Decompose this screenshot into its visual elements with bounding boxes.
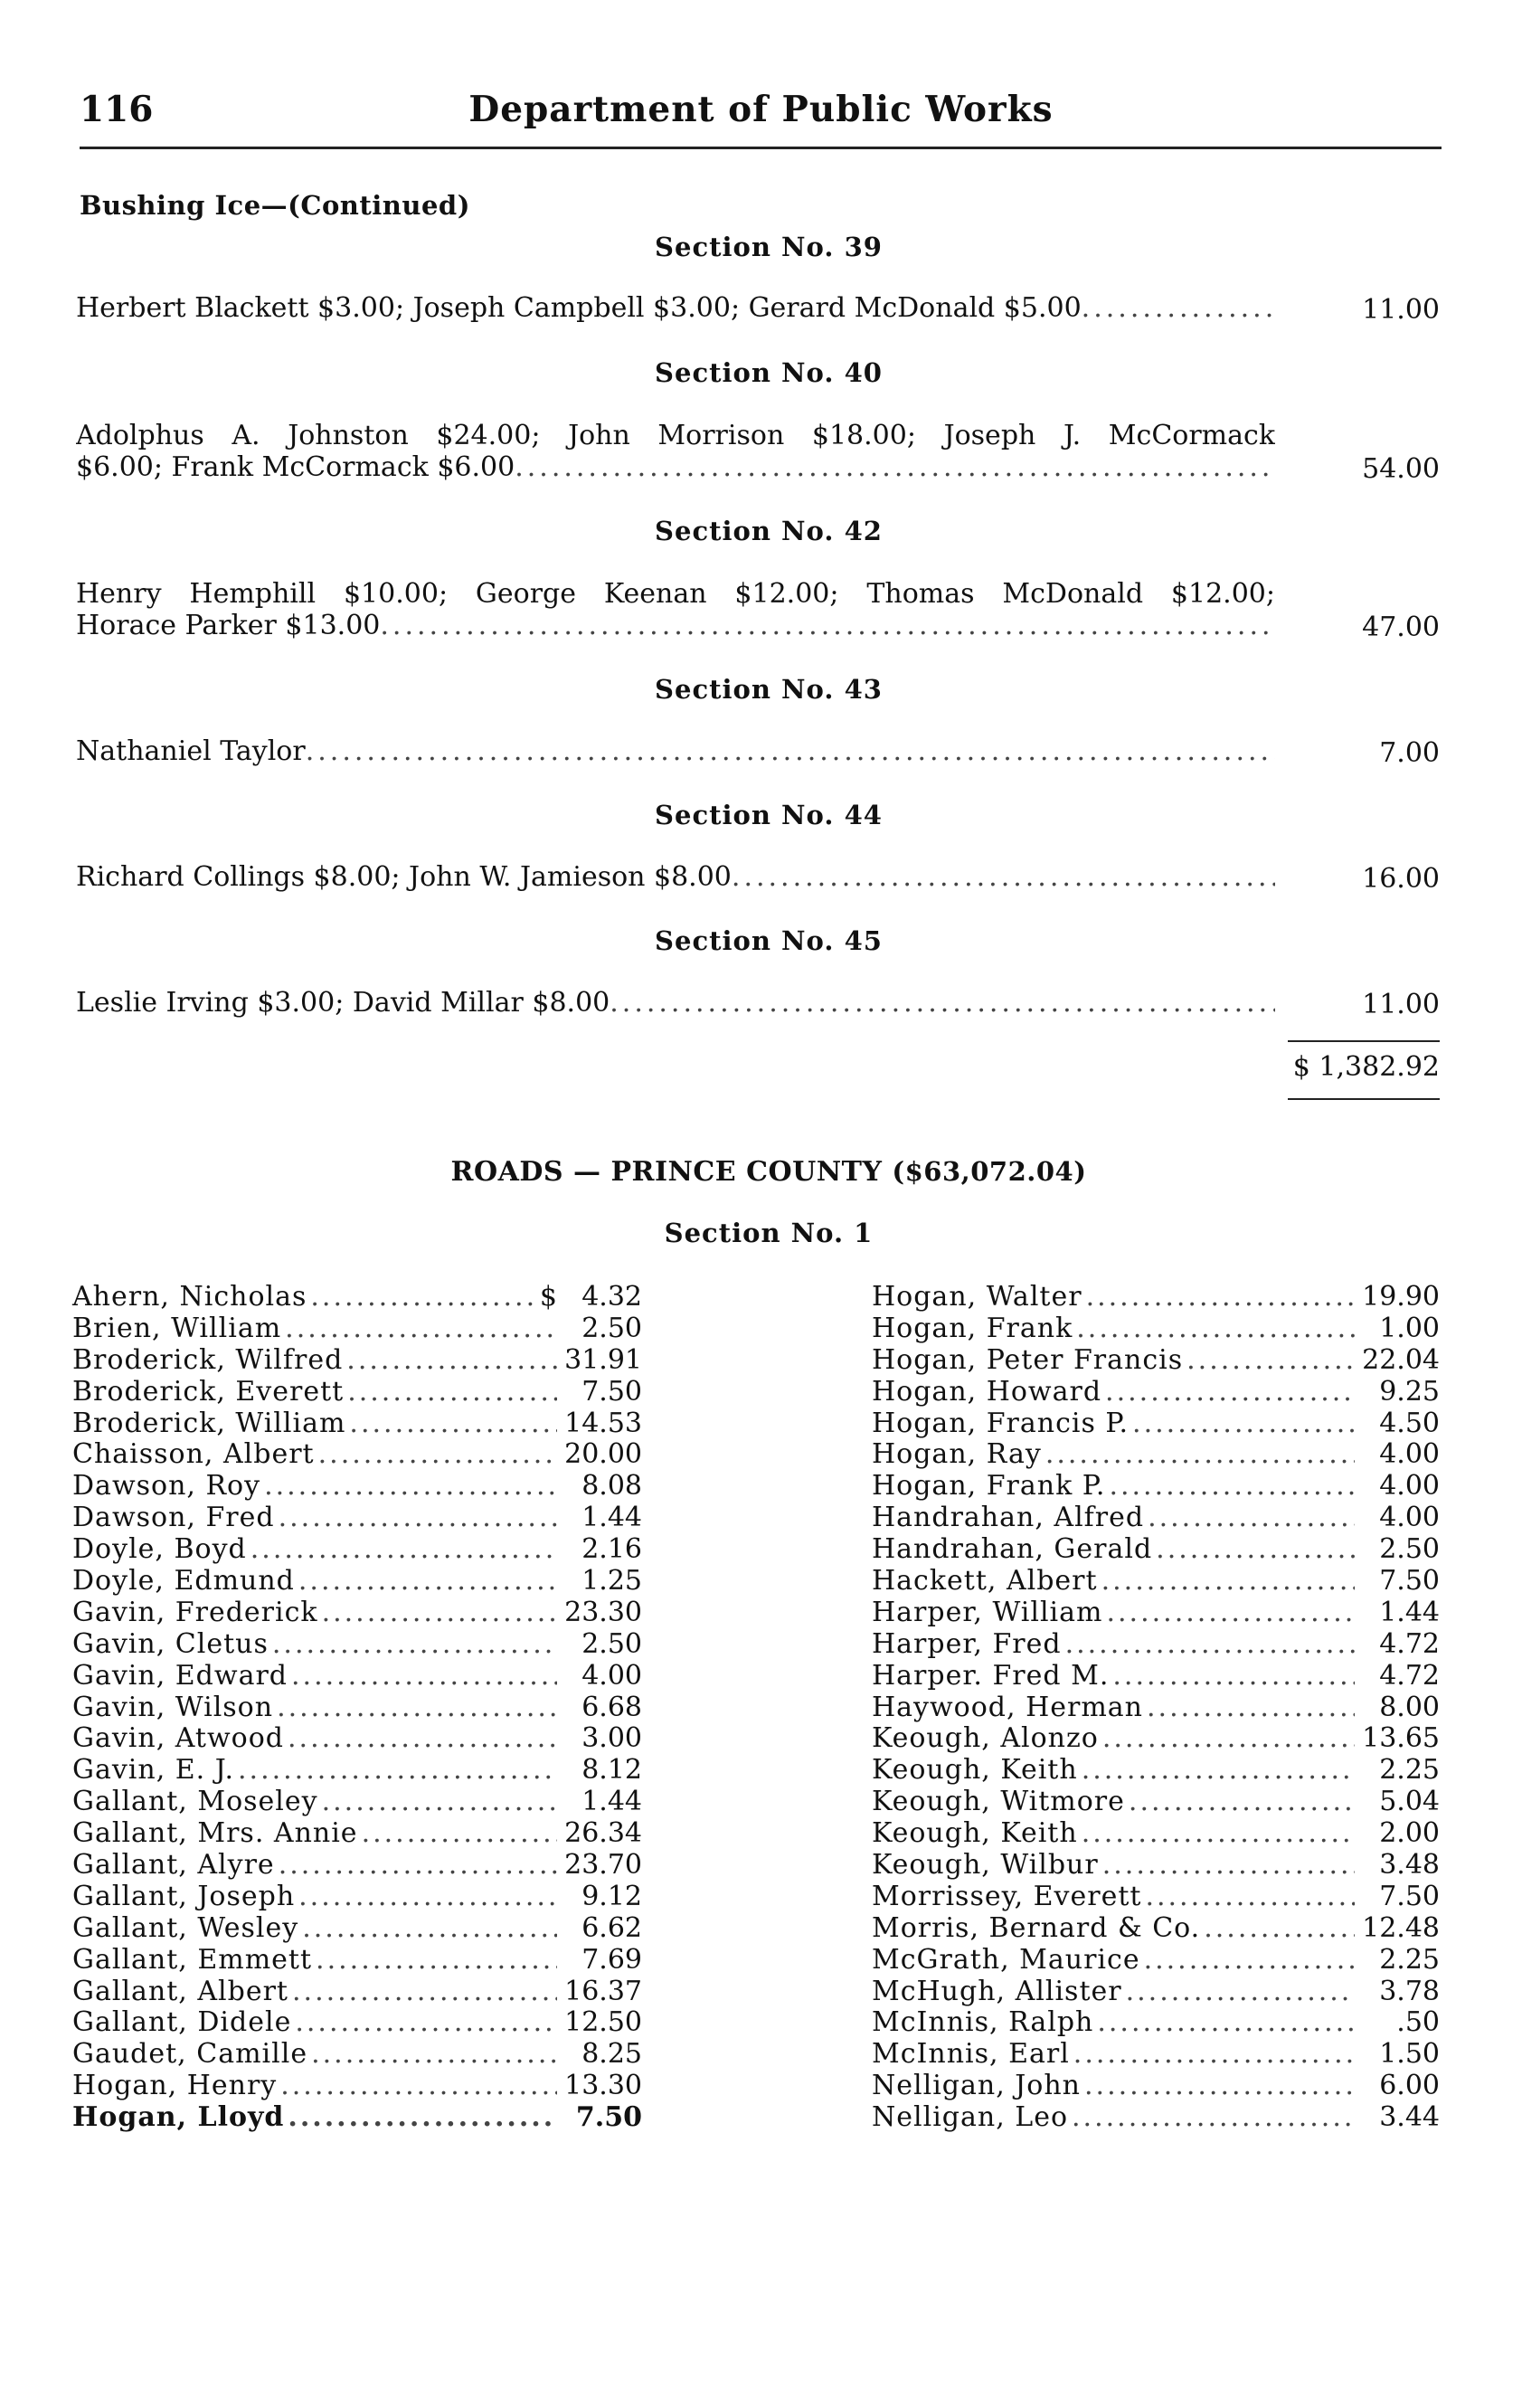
payee-amount: 7.50 (1379, 1880, 1440, 1912)
list-item (872, 1817, 1440, 1849)
payee-amount: 2.00 (1379, 1817, 1440, 1850)
dot-leader (1097, 2006, 1355, 2038)
dot-leader (306, 735, 1275, 767)
payee-amount: 2.50 (1379, 1533, 1440, 1566)
payee-name: Hackett, Albert (872, 1565, 1098, 1597)
payee-amount: 4.00 (1379, 1502, 1440, 1534)
payee-amount: 16.37 (564, 1975, 642, 2007)
list-item (872, 2006, 1440, 2038)
payee-name: Ahern, Nicholas (72, 1281, 307, 1313)
list-item (872, 1344, 1440, 1376)
list-item (72, 1912, 642, 1944)
section-heading: Section No. 39 (655, 232, 883, 262)
dot-leader (302, 1912, 557, 1944)
dot-leader (1106, 1597, 1355, 1628)
payee-amount: 8.00 (1379, 1691, 1440, 1723)
list-item (872, 1944, 1440, 1976)
payee-name: Hogan, Peter Francis (872, 1343, 1184, 1376)
section-heading: Section No. 45 (655, 925, 883, 956)
payee-name: Hogan, Frank P. (872, 1470, 1106, 1503)
list-item (72, 1754, 642, 1786)
dot-leader (1072, 2101, 1355, 2133)
dot-leader (311, 2038, 557, 2070)
payee-amount: 1.44 (581, 1786, 642, 1818)
payee-amount: 7.50 (1379, 1565, 1440, 1597)
dot-leader (1082, 292, 1275, 324)
dot-leader (1112, 1660, 1355, 1692)
total-rule (1288, 1098, 1440, 1100)
dot-leader (515, 451, 1275, 483)
list-item (72, 1502, 642, 1533)
list-item (72, 1660, 642, 1692)
section-entry (76, 987, 1275, 1019)
payee-amount: 4.00 (1379, 1438, 1440, 1471)
payee-amount: 31.91 (564, 1343, 642, 1376)
section-heading: Section No. 44 (655, 800, 883, 830)
payee-name: McInnis, Ralph (872, 2006, 1094, 2039)
payee-amount: 1.50 (1379, 2038, 1440, 2071)
dot-leader (288, 1722, 557, 1754)
list-item (872, 1722, 1440, 1754)
dot-leader (310, 1281, 536, 1313)
dot-leader (1101, 1565, 1355, 1597)
payee-name: Keough, Keith (872, 1754, 1078, 1787)
payee-name: Handrahan, Gerald (872, 1533, 1153, 1566)
payee-amount: 3.00 (581, 1722, 642, 1755)
payee-amount: 2.16 (581, 1533, 642, 1566)
entry-text: $6.00; Frank McCormack $6.00 (76, 451, 515, 483)
dot-leader (1082, 1754, 1355, 1786)
entry-text: Horace Parker $13.00 (76, 610, 381, 641)
payee-name: Hogan, Frank (872, 1312, 1073, 1344)
continued-heading: Bushing Ice—(Continued) (80, 190, 470, 221)
list-item (72, 1786, 642, 1817)
payee-name: Keough, Wilbur (872, 1849, 1099, 1882)
section-entry (76, 420, 1275, 483)
list-item (72, 1692, 642, 1723)
payee-amount: 6.00 (1379, 2070, 1440, 2102)
payee-name: Broderick, Wilfred (72, 1343, 344, 1376)
dot-leader (322, 1597, 557, 1628)
dot-leader (291, 1660, 557, 1692)
list-item (872, 1786, 1440, 1817)
payee-name: Keough, Witmore (872, 1786, 1125, 1818)
dot-leader (1129, 1786, 1355, 1817)
list-item (872, 1281, 1440, 1313)
list-item (72, 2070, 642, 2101)
payee-name: Handrahan, Alfred (872, 1502, 1145, 1534)
dot-leader (279, 1502, 557, 1533)
dot-leader (1145, 1881, 1355, 1912)
dot-leader (1204, 1912, 1355, 1944)
dot-leader (1144, 1944, 1355, 1976)
payee-amount: 4.32 (581, 1281, 642, 1313)
payee-name: Gallant, Didele (72, 2006, 292, 2039)
dot-leader (347, 1376, 557, 1408)
list-item (72, 1722, 642, 1754)
payee-name: Nelligan, John (872, 2070, 1082, 2102)
payee-name: Gavin, Cletus (72, 1627, 269, 1660)
payee-name: McInnis, Earl (872, 2038, 1070, 2071)
payee-amount: 6.68 (581, 1691, 642, 1723)
payee-amount: 1.00 (1379, 1312, 1440, 1344)
payee-name: Keough, Keith (872, 1817, 1078, 1850)
payee-amount: 7.50 (575, 2101, 642, 2134)
dot-leader (1084, 2070, 1355, 2101)
payee-amount: 9.12 (581, 1880, 642, 1912)
payee-name: McHugh, Allister (872, 1975, 1122, 2007)
payee-amount: 4.50 (1379, 1407, 1440, 1439)
payee-amount: 14.53 (564, 1407, 642, 1439)
payee-amount: 22.04 (1362, 1343, 1440, 1376)
page-number: 116 (80, 89, 154, 130)
entry-text: Leslie Irving $3.00; David Millar $8.00 (76, 987, 610, 1019)
list-item (872, 2070, 1440, 2101)
list-item (872, 1408, 1440, 1439)
payee-name: Broderick, William (72, 1407, 346, 1439)
list-item (72, 1944, 642, 1976)
list-item (72, 2038, 642, 2070)
payee-name: Hogan, Francis P. (872, 1407, 1130, 1439)
dot-leader (1076, 1313, 1355, 1344)
payee-name: Gallant, Albert (72, 1975, 288, 2007)
payee-name: Gallant, Mrs. Annie (72, 1817, 358, 1850)
dot-leader (1186, 1344, 1355, 1376)
page-title: Department of Public Works (468, 89, 1054, 130)
payee-amount: 9.25 (1379, 1375, 1440, 1408)
list-item (872, 1597, 1440, 1628)
currency-symbol: $ (539, 1281, 557, 1313)
entry-text: Nathaniel Taylor (76, 735, 306, 767)
payee-amount: 23.30 (564, 1596, 642, 1628)
payee-amount: 4.00 (1379, 1470, 1440, 1503)
list-item (72, 1976, 642, 2007)
payee-amount: 13.65 (1362, 1722, 1440, 1755)
list-item (72, 1313, 642, 1344)
payee-amount: 7.50 (581, 1375, 642, 1408)
section-amount: 11.00 (1362, 989, 1440, 1020)
list-item (872, 1565, 1440, 1597)
payee-amount: 26.34 (564, 1817, 642, 1850)
payee-name: Brien, William (72, 1312, 282, 1344)
list-item (72, 1281, 642, 1313)
payee-amount: 2.50 (581, 1312, 642, 1344)
payee-name: Haywood, Herman (872, 1691, 1143, 1723)
section-entry (76, 578, 1275, 641)
payee-amount: 2.25 (1379, 1943, 1440, 1976)
payee-name: Hogan, Howard (872, 1375, 1102, 1408)
roads-heading (271, 1156, 1266, 1188)
payee-amount: 2.25 (1379, 1754, 1440, 1787)
entry-line-leader (76, 292, 1275, 324)
payee-name: Chaisson, Albert (72, 1438, 315, 1471)
list-item (872, 2038, 1440, 2070)
payee-name: Doyle, Boyd (72, 1533, 247, 1566)
dot-leader (732, 861, 1275, 893)
payee-name: Harper, William (872, 1596, 1103, 1628)
list-item (72, 1597, 642, 1628)
payee-amount: 8.25 (581, 2038, 642, 2071)
bushing-total: $ 1,382.92 (1292, 1051, 1440, 1083)
payee-amount: 12.48 (1362, 1911, 1440, 1944)
dot-leader (1156, 1533, 1355, 1565)
list-item (72, 1881, 642, 1912)
dot-leader (295, 2006, 557, 2038)
payee-amount: 6.62 (581, 1911, 642, 1944)
payee-name: Morris, Bernard & Co. (872, 1911, 1201, 1944)
payee-amount: 3.78 (1379, 1975, 1440, 2007)
entry-line-leader (76, 610, 1275, 641)
section-amount: 11.00 (1362, 294, 1440, 326)
list-item (872, 1660, 1440, 1692)
dot-leader (1132, 1408, 1355, 1439)
payee-amount: 8.12 (581, 1754, 642, 1787)
payee-name: Dawson, Roy (72, 1470, 261, 1503)
payee-name: Gavin, Edward (72, 1659, 288, 1692)
list-item (872, 1881, 1440, 1912)
entry-line-leader (76, 987, 1275, 1019)
payee-name: Gallant, Emmett (72, 1943, 313, 1976)
dot-leader (292, 1976, 557, 2007)
payee-name: Morrissey, Everett (872, 1880, 1142, 1912)
payee-name: Keough, Alonzo (872, 1722, 1099, 1755)
dot-leader (316, 1944, 557, 1976)
payee-amount: 1.44 (581, 1502, 642, 1534)
section-heading: Section No. 40 (655, 357, 883, 388)
list-item (72, 2101, 642, 2133)
dot-leader (349, 1408, 557, 1439)
list-item (872, 1533, 1440, 1565)
payee-amount: 3.44 (1379, 2101, 1440, 2134)
entry-text: Richard Collings $8.00; John W. Jamieson $8.00 (76, 861, 732, 893)
payee-name: Gavin, E. J. (72, 1754, 234, 1787)
dot-leader (1045, 1438, 1355, 1470)
section-entry (76, 292, 1275, 324)
dot-leader (1086, 1281, 1355, 1313)
entry-line-leader (76, 861, 1275, 893)
list-item (872, 1470, 1440, 1502)
payee-amount: 13.30 (564, 2070, 642, 2102)
payee-name: Gavin, Wilson (72, 1691, 274, 1723)
dot-leader (280, 2070, 557, 2101)
section-heading: Section No. 43 (655, 674, 883, 705)
dot-leader (1105, 1376, 1355, 1408)
payee-amount: 4.72 (1379, 1659, 1440, 1692)
payee-amount: 7.69 (581, 1943, 642, 1976)
list-item (72, 1817, 642, 1849)
section-heading: Section No. 1 (664, 1218, 874, 1248)
section-amount: 7.00 (1379, 737, 1440, 769)
list-item (72, 1470, 642, 1502)
dot-leader (277, 1692, 557, 1723)
entry-text: Herbert Blackett $3.00; Joseph Campbell $3.00; Gerard McDonald $5.00 (76, 292, 1082, 324)
header-rule (80, 147, 1442, 149)
entry-text: Adolphus A. Johnston $24.00; John Morrison $18.00; Joseph J. McCormack (76, 420, 1275, 451)
payee-name: Gavin, Atwood (72, 1722, 284, 1755)
dot-leader (279, 1849, 557, 1881)
list-item (872, 1912, 1440, 1944)
total-rule (1288, 1040, 1440, 1042)
payee-name: Hogan, Walter (872, 1281, 1082, 1313)
list-item (872, 1976, 1440, 2007)
dot-leader (1147, 1692, 1355, 1723)
list-item (872, 1502, 1440, 1533)
payee-name: Gallant, Wesley (72, 1911, 299, 1944)
payee-amount: 23.70 (564, 1849, 642, 1882)
list-item (872, 1849, 1440, 1881)
entry-line-leader (76, 451, 1275, 483)
dot-leader (322, 1786, 557, 1817)
dot-leader (1148, 1502, 1355, 1533)
payee-name: Hogan, Ray (872, 1438, 1042, 1471)
dot-leader (285, 1313, 557, 1344)
payee-amount: 20.00 (564, 1438, 642, 1471)
list-item (872, 1754, 1440, 1786)
list-item (872, 1692, 1440, 1723)
payee-amount: 12.50 (564, 2006, 642, 2039)
payee-amount: 5.04 (1379, 1786, 1440, 1818)
section-entry (76, 735, 1275, 767)
dot-leader (1065, 1628, 1355, 1660)
payee-amount: 1.25 (581, 1565, 642, 1597)
dot-leader (264, 1470, 557, 1502)
dot-leader (610, 987, 1275, 1019)
payee-amount: 3.48 (1379, 1849, 1440, 1882)
payee-name: Gallant, Moseley (72, 1786, 318, 1818)
list-item (72, 1376, 642, 1408)
payee-amount: 2.50 (581, 1627, 642, 1660)
dot-leader (251, 1533, 557, 1565)
section-amount: 47.00 (1362, 611, 1440, 643)
dot-leader (380, 610, 1275, 641)
dot-leader (1109, 1470, 1355, 1502)
list-item (72, 2006, 642, 2038)
dot-leader (298, 1565, 557, 1597)
list-item (72, 1628, 642, 1660)
list-item (72, 1408, 642, 1439)
entry-text: Henry Hemphill $10.00; George Keenan $12.00; Thomas McDonald $12.00; (76, 578, 1275, 610)
list-item (872, 1438, 1440, 1470)
section-amount: 54.00 (1362, 453, 1440, 485)
list-item (872, 1376, 1440, 1408)
list-item (72, 1565, 642, 1597)
payee-name: Harper, Fred (872, 1627, 1062, 1660)
payee-name: Gavin, Frederick (72, 1596, 318, 1628)
list-item (72, 1849, 642, 1881)
dot-leader (1073, 2038, 1355, 2070)
dot-leader (238, 1754, 557, 1786)
payee-amount: 8.08 (581, 1470, 642, 1503)
entry-line-leader (76, 735, 1275, 767)
dot-leader (1102, 1722, 1355, 1754)
dot-leader (362, 1817, 557, 1849)
dot-leader (272, 1628, 557, 1660)
payee-name: Gallant, Joseph (72, 1880, 296, 1912)
dot-leader (346, 1344, 557, 1376)
payee-name: Harper. Fred M. (872, 1659, 1110, 1692)
list-item (872, 1628, 1440, 1660)
dot-leader (318, 1438, 557, 1470)
payee-amount: 19.90 (1362, 1281, 1440, 1313)
list-item (72, 1438, 642, 1470)
section-amount: 16.00 (1362, 863, 1440, 895)
list-item (872, 1313, 1440, 1344)
section-entry (76, 861, 1275, 893)
dot-leader (298, 1881, 557, 1912)
dot-leader (288, 2101, 557, 2133)
roads-amount: ($63,072.04) (892, 1156, 1087, 1187)
dot-leader (1102, 1849, 1355, 1881)
payee-name: Hogan, Lloyd (72, 2101, 285, 2134)
section-heading: Section No. 42 (655, 516, 883, 546)
dot-leader (1082, 1817, 1355, 1849)
payee-name: Hogan, Henry (72, 2070, 278, 2102)
roads-title: ROADS — PRINCE COUNTY (450, 1156, 883, 1188)
payee-amount: 4.72 (1379, 1627, 1440, 1660)
payee-amount: .50 (1396, 2006, 1440, 2039)
list-item (72, 1344, 642, 1376)
payee-name: Dawson, Fred (72, 1502, 275, 1534)
roads-left-column (72, 1281, 642, 2133)
list-item (872, 2101, 1440, 2133)
payee-name: Gaudet, Camille (72, 2038, 308, 2071)
payee-name: McGrath, Maurice (872, 1943, 1140, 1976)
dot-leader (1126, 1976, 1355, 2007)
payee-amount: 4.00 (581, 1659, 642, 1692)
payee-name: Doyle, Edmund (72, 1565, 295, 1597)
payee-name: Nelligan, Leo (872, 2101, 1069, 2134)
list-item (72, 1533, 642, 1565)
payee-name: Broderick, Everett (72, 1375, 345, 1408)
payee-amount: 1.44 (1379, 1596, 1440, 1628)
payee-name: Gallant, Alyre (72, 1849, 275, 1882)
roads-right-column (872, 1281, 1440, 2133)
